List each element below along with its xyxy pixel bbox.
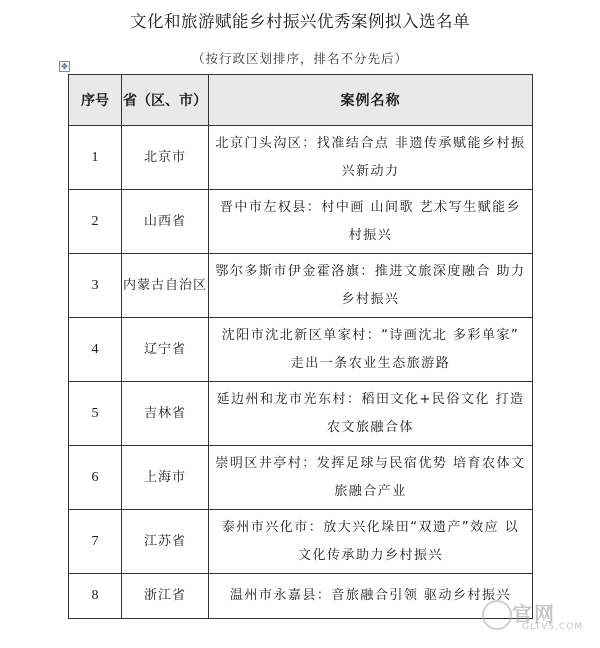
header-case: 案例名称	[209, 75, 533, 126]
table-header-row	[69, 75, 533, 126]
row-province: 吉林省	[122, 382, 209, 446]
row-case: 鄂尔多斯市伊金霍洛旗：推进文旅深度融合 助力乡村振兴	[209, 254, 533, 318]
watermark-brand: 官网	[512, 602, 556, 626]
row-province: 辽宁省	[122, 318, 209, 382]
table-row	[69, 190, 533, 254]
row-case: 温州市永嘉县：音旅融合引领 驱动乡村振兴	[209, 574, 533, 619]
row-case: 延边州和龙市光东村：稻田文化+民俗文化 打造农文旅融合体	[209, 382, 533, 446]
header-province: 省（区、市）	[122, 75, 209, 126]
table-row	[69, 382, 533, 446]
table-row	[69, 254, 533, 318]
site-watermark	[482, 598, 592, 638]
case-list-table	[68, 74, 533, 619]
row-num: 5	[69, 382, 122, 446]
row-province: 江苏省	[122, 510, 209, 574]
row-case: 沈阳市沈北新区单家村：“诗画沈北 多彩单家” 走出一条农业生态旅游路	[209, 318, 533, 382]
row-case: 晋中市左权县：村中画 山间歌 艺术写生赋能乡村振兴	[209, 190, 533, 254]
table-row	[69, 510, 533, 574]
table-row	[69, 318, 533, 382]
row-case: 崇明区井亭村：发挥足球与民宿优势 培育农体文旅融合产业	[209, 446, 533, 510]
row-num: 7	[69, 510, 122, 574]
document-subtitle: （按行政区划排序，排名不分先后）	[191, 51, 408, 66]
row-province: 北京市	[122, 126, 209, 190]
table-row	[69, 126, 533, 190]
row-num: 8	[69, 574, 122, 619]
row-num: 4	[69, 318, 122, 382]
row-num: 3	[69, 254, 122, 318]
table-row	[69, 574, 533, 619]
table-move-handle-icon[interactable]: ✥	[59, 61, 70, 72]
watermark-logo-icon	[482, 600, 512, 630]
row-province: 浙江省	[122, 574, 209, 619]
row-province: 上海市	[122, 446, 209, 510]
row-province: 山西省	[122, 190, 209, 254]
row-num: 2	[69, 190, 122, 254]
header-num: 序号	[69, 75, 122, 126]
row-case: 泰州市兴化市：放大兴化垛田“双遗产”效应 以文化传承助力乡村振兴	[209, 510, 533, 574]
document-title: 文化和旅游赋能乡村振兴优秀案例拟入选名单	[130, 12, 470, 31]
row-num: 1	[69, 126, 122, 190]
watermark-domain: GLTVS.COM	[522, 622, 584, 632]
table-row	[69, 446, 533, 510]
row-num: 6	[69, 446, 122, 510]
row-case: 北京门头沟区：找准结合点 非遗传承赋能乡村振兴新动力	[209, 126, 533, 190]
row-province: 内蒙古自治区	[122, 254, 209, 318]
